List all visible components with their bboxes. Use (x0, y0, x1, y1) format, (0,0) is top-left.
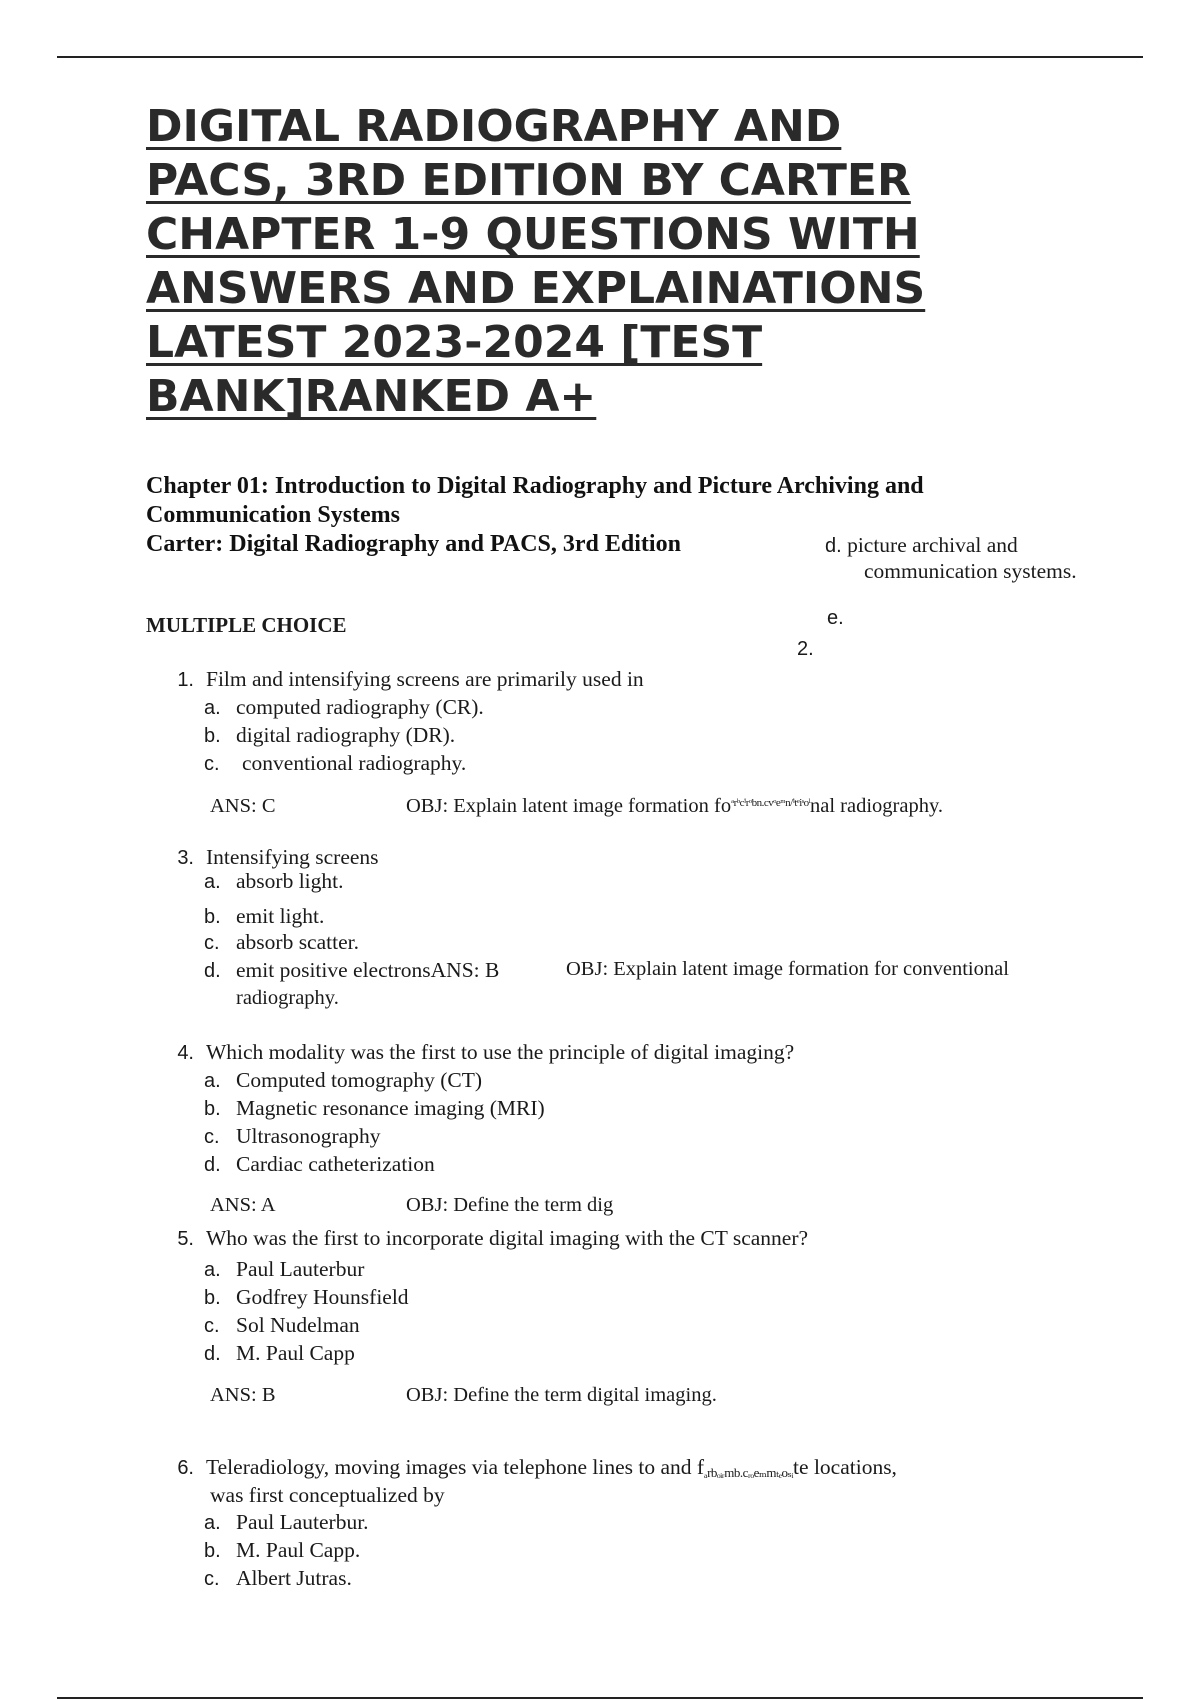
option-text: emit light. (236, 904, 325, 928)
q4-option-b (204, 1094, 545, 1123)
q1-option-c (204, 749, 466, 778)
option-text: digital radiography (DR). (236, 723, 456, 747)
option-text: Magnetic resonance imaging (MRI) (236, 1096, 545, 1120)
objective-text: OBJ: Explain latent image formation fo (406, 795, 732, 817)
q3-option-b (204, 902, 324, 931)
question-5 (170, 1224, 808, 1253)
title-line: PACS, 3RD EDITION BY CARTER (146, 155, 911, 206)
question-stem: Film and intensifying screens are primarily used in (206, 667, 644, 691)
option-letter: a. (204, 697, 221, 719)
option-letter: b. (204, 1540, 221, 1562)
q1-option-a (204, 693, 484, 722)
title-line: BANK]RANKED A+ (146, 371, 597, 422)
option-letter: c. (204, 1126, 220, 1148)
option-letter: d. (825, 535, 842, 557)
q5-option-a (204, 1255, 364, 1284)
option-letter: c. (204, 753, 220, 775)
option-letter: c. (204, 1568, 220, 1590)
side-question-number: 2. (797, 638, 814, 660)
q1-answer: ANS: C (210, 795, 276, 817)
overlapping-text: ₐrbₒᵢᵣmb.cᵣₒeₘmₜₑoₛᵢ (704, 1465, 794, 1480)
section-heading: MULTIPLE CHOICE (146, 613, 347, 637)
q4-answer: ANS: A (210, 1194, 276, 1216)
question-number: 6. (177, 1457, 194, 1479)
option-text: picture archival and (847, 533, 1018, 557)
option-letter: b. (204, 1287, 221, 1309)
document-title (146, 100, 1146, 424)
q4-option-c (204, 1122, 381, 1151)
q4-objective: OBJ: Define the term dig (406, 1194, 614, 1216)
q4-option-a (204, 1066, 482, 1095)
option-text: M. Paul Capp (236, 1341, 355, 1365)
objective-text-end: nal radiography. (810, 795, 944, 817)
q6-stem-cont: was first conceptualized by (210, 1483, 445, 1507)
option-letter: b. (204, 906, 221, 928)
q5-option-c (204, 1311, 360, 1340)
option-text: Paul Lauterbur. (236, 1510, 369, 1534)
option-text: Sol Nudelman (236, 1313, 360, 1337)
q4-option-d (204, 1150, 435, 1179)
q3-option-c (204, 928, 359, 957)
title-line: ANSWERS AND EXPLAINATIONS (146, 263, 926, 314)
option-text: emit positive electronsANS: B (236, 958, 500, 982)
q3-option-a (204, 867, 344, 896)
q5-option-b (204, 1283, 409, 1312)
question-stem: Which modality was the first to use the principle of digital imaging? (206, 1040, 795, 1064)
question-number: 5. (177, 1228, 194, 1250)
chapter-heading-line1: Chapter 01: Introduction to Digital Radiography and Picture Archiving and (146, 473, 924, 499)
side-option-e: e. (827, 607, 844, 629)
q6-option-a (204, 1508, 369, 1537)
side-option-d (825, 531, 1018, 560)
question-stem: Who was the first to incorporate digital imaging with the CT scanner? (206, 1226, 809, 1250)
bottom-rule (57, 1697, 1143, 1699)
option-letter: b. (204, 1098, 221, 1120)
option-letter: c. (204, 1315, 220, 1337)
option-letter: a. (204, 1259, 221, 1281)
q3-objective: OBJ: Explain latent image formation for conventional (566, 958, 1009, 980)
q3-objective-cont: radiography. (236, 987, 339, 1009)
question-stem: Intensifying screens (206, 845, 379, 869)
question-4 (170, 1038, 794, 1067)
question-stem-end: te locations, (793, 1455, 897, 1479)
q1-option-b (204, 721, 455, 750)
option-letter: b. (204, 725, 221, 747)
option-text: Cardiac catheterization (236, 1152, 435, 1176)
question-number: 1. (177, 669, 194, 691)
option-letter: a. (204, 1512, 221, 1534)
q5-objective: OBJ: Define the term digital imaging. (406, 1384, 717, 1406)
option-text: absorb light. (236, 869, 344, 893)
option-text: M. Paul Capp. (236, 1538, 361, 1562)
q5-option-d (204, 1339, 355, 1368)
option-text: absorb scatter. (236, 930, 359, 954)
option-letter: a. (204, 1070, 221, 1092)
option-text: conventional radiography. (242, 751, 467, 775)
option-letter: d. (204, 1343, 221, 1365)
top-rule (57, 56, 1143, 58)
option-text: Albert Jutras. (236, 1566, 352, 1590)
option-text: Godfrey Hounsfield (236, 1285, 409, 1309)
question-1 (170, 665, 644, 694)
option-text: Computed tomography (CT) (236, 1068, 483, 1092)
question-number: 3. (177, 847, 194, 869)
option-text: computed radiography (CR). (236, 695, 484, 719)
option-letter: d. (204, 960, 221, 982)
q5-answer: ANS: B (210, 1384, 276, 1406)
q6-option-c (204, 1564, 352, 1593)
title-line: DIGITAL RADIOGRAPHY AND (146, 101, 842, 152)
title-line: CHAPTER 1-9 QUESTIONS WITH (146, 209, 920, 260)
q1-objective (406, 795, 943, 818)
option-letter: a. (204, 871, 221, 893)
side-option-d-cont: communication systems. (864, 559, 1077, 583)
option-text: Paul Lauterbur (236, 1257, 365, 1281)
question-stem: Teleradiology, moving images via telephone lines to and f (206, 1455, 705, 1479)
q3-option-d (204, 956, 499, 985)
overlapping-text: ᵃrᵇcⁱrᵒbn.cvᵒeᵐn/ⁱtᵉiˢoˡ (731, 797, 811, 809)
option-text: Ultrasonography (236, 1124, 381, 1148)
option-letter: d. (204, 1154, 221, 1176)
option-letter: c. (204, 932, 220, 954)
title-line: LATEST 2023-2024 [TEST (146, 317, 763, 368)
book-reference: Carter: Digital Radiography and PACS, 3rd Edition (146, 531, 681, 557)
q6-option-b (204, 1536, 360, 1565)
chapter-heading-line2: Communication Systems (146, 502, 401, 528)
question-number: 4. (177, 1042, 194, 1064)
